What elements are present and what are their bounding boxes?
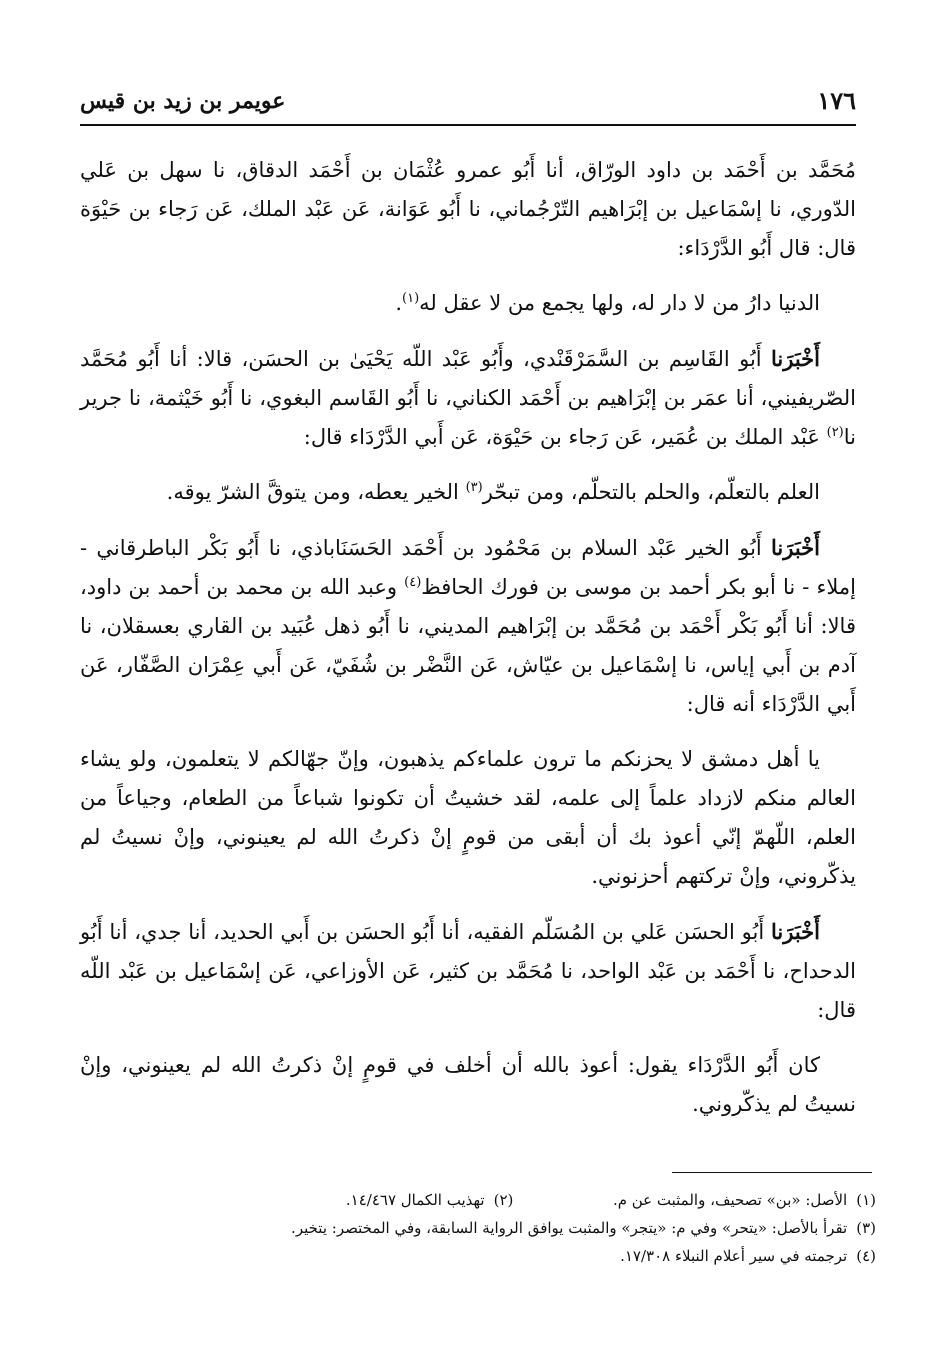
footnote-number: (٣) [856,1219,876,1237]
footnote-ref-4[interactable]: (٤) [404,575,422,590]
paragraph-3 [80,339,856,457]
paragraph-text: يا أهل دمشق لا يحزنكم ما ترون علماءكم يذهبون، وإنّ جهّالكم لا يتعلمون، ولو يشاء العالم منكم لازداد علماً إلى علمه، لقد خشيتُ أن تكونوا شباعاً من الطعام، وجياعاً من العلم، اللّهمّ إنّي أعوذ بك أن أبقى من قومٍ إنْ ذكرتُ الله لم يعينوني، وإنْ نسيتُ لم يذكّروني، وإنْ تركتهم أحزنوني. [80,747,856,888]
footnotes [80,1186,876,1270]
page-header [80,84,856,126]
footnote-text: تقرأ بالأصل: «يتحر» وفي م: «يتجر» والمثبت يوافق الرواية السابقة، وفي المختصر: يتخير. [291,1219,848,1237]
footnote-number: (٤) [856,1247,876,1265]
footnote-divider [672,1172,872,1173]
paragraph-text: كان أَبُو الدَّرْدَاء يقول: أعوذ بالله أن أخلف في قومٍ إنْ ذكرتُ الله لم يعينوني، وإنْ نسيتُ لم يذكّروني. [80,1053,856,1116]
paragraph-2 [80,284,856,323]
chain-keyword: أَخْبَرَنا [771,535,820,560]
paragraph-tail: . [395,291,403,315]
footnote-line-3 [80,1242,876,1270]
paragraph-1 [80,150,856,268]
body-text [80,150,856,1124]
paragraph-text: العلم بالتعلّم، والحلم بالتحلّم، ومن تبحّر [482,480,820,504]
paragraph-text: الدنيا دارُ من لا دار له، ولها يجمع من لا عقل له [419,291,820,315]
footnote-line-2 [80,1214,876,1242]
paragraph-tail: الخير يعطه، ومن يتوقَّ الشرّ يوقه. [166,480,466,504]
footnote-ref-1[interactable]: (١) [402,291,420,306]
paragraph-text: أَبُو الخير عَبْد السلام بن مَحْمُود بن أَحْمَد الحَسَنَاباذي، نا أَبُو بَكْر الباطرقاني - إملاء - نا أبو بكر أحمد بن موسى بن فورك الحافظ [80,536,856,599]
footnote-ref-3[interactable]: (٣) [465,480,483,495]
footnote-text: ترجمته في سير أعلام النبلاء ١٧/٣٠٨. [620,1247,848,1265]
paragraph-tail: وعبد الله بن محمد بن أحمد بن داود، قالا: أنا أَبُو بَكْر أَحْمَد بن مُحَمَّد بن إبْرَاهيم المديني، نا أَبُو ذهل عُبَيد بن القاري بعسقلان، نا آدم بن أَبي إياس، نا إسْمَاعيل بن عيّاش، عَن النَّضْر بن شُفَيّ، عَن أَبي عِمْرَان الصَّفّار، عَن أَبي الدَّرْدَاء أنه قال: [80,575,856,716]
footnote-line-1 [80,1186,876,1214]
paragraph-text: أَبُو الحسَن عَلي بن المُسَلّم الفقيه، أنا أَبُو الحسَن بن أَبي الحديد، أنا جدي، أنا أَبُو الدحداح، نا أَحْمَد بن عَبْد الواحد، نا مُحَمَّد بن كثير، عَن الأوزاعي، عَن إسْمَاعيل بن عَبْد اللّه قال: [80,920,856,1022]
paragraph-4 [80,473,856,512]
paragraph-text: مُحَمَّد بن أَحْمَد بن داود الورّاق، أنا أَبُو عمرو عُثْمَان بن أَحْمَد الدقاق، نا سهل بن عَلي الدّوري، نا إسْمَاعيل بن إبْرَاهيم التّرْجُماني، نا أَبُو عَوَانة، عَن عَبْد الملك، عَن رَجاء بن حَيْوَة قال: قال أَبُو الدَّرْدَاء: [80,158,856,260]
footnote-text: تهذيب الكمال ١٤/٤٦٧. [345,1191,485,1209]
paragraph-8 [80,1046,856,1124]
paragraph-5 [80,528,856,724]
paragraph-7 [80,912,856,1030]
page-number: ١٧٦ [817,86,856,115]
chain-keyword: أَخْبَرَنا [771,919,820,944]
footnote-number: (٢) [493,1191,514,1209]
paragraph-tail: عَبْد الملك بن عُمَير، عَن رَجاء بن حَيْوَة، عَن أَبي الدَّرْدَاء قال: [303,425,827,449]
paragraph-text: أَبُو القَاسِم بن السَّمَرْقَنْدي، وأَبُو عَبْد اللّه يَحْيَىٰ بن الحسَن، قالا: أنا أَبُو مُحَمَّد الصّريفيني، أنا عمَر بن إبْرَاهيم بن أَحْمَد الكناني، نا أَبُو القَاسم البغوي، نا أَبُو خَيْثمة، نا جرير نا [80,347,856,449]
chain-keyword: أَخْبَرَنا [771,346,820,371]
footnote-text: الأصل: «بن» تصحيف، والمثبت عن م. [612,1191,848,1209]
running-title: عويمر بن زيد بن قيس [80,88,286,114]
footnote-ref-2[interactable]: (٢) [826,425,844,440]
footnote-number: (١) [856,1191,876,1209]
paragraph-6 [80,740,856,896]
